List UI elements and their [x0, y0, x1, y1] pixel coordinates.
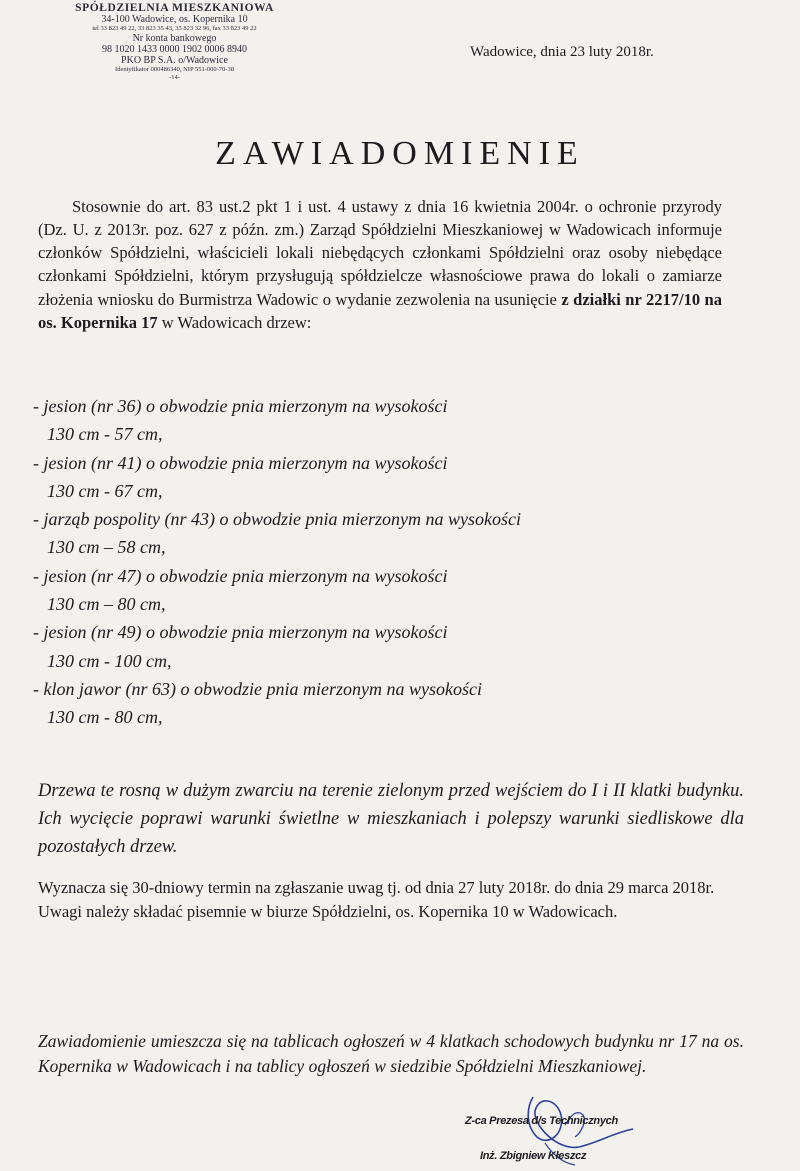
stamp-name: SPÓŁDZIELNIA MIESZKANIOWA [75, 2, 274, 14]
submission-text: Uwagi należy składać pisemnie w biurze Spółdzielni, os. Kopernika 10 w Wadowicach. [38, 901, 618, 921]
intro-plot-location: z działki nr 2217/10 na os. Kopernika 17 [38, 289, 722, 332]
tree-description: - jesion (nr 47) o obwodzie pnia mierzonym na wysokości [33, 565, 448, 586]
tree-list [33, 392, 733, 732]
tree-measure: 130 cm - 57 cm, [47, 424, 163, 445]
signatory-name: Inż. Zbigniew Kłeszcz [480, 1150, 587, 1162]
deadline-text: Wyznacza się 30-dniowy termin na zgłaszanie uwag tj. od dnia 27 luty 2018r. do dnia 29 marca 2018r. [38, 878, 715, 897]
tree-item [33, 675, 733, 732]
tree-item [33, 505, 733, 562]
tree-item [33, 562, 733, 619]
stamp-bank: PKO BP S.A. o/Wadowice [121, 55, 228, 66]
intro-text: Stosownie do art. 83 ust.2 pkt 1 i ust. 4 ustawy z dnia 16 kwietnia 2004r. o ochronie przyrody (Dz. U. z 2013r. poz. 627 z późn. zm.) Zarząd Spółdzielni Mieszkaniowej w Wadowicach informuje członków Spółdzielni, właścicieli lokali niebędących członkami Spółdzielni oraz osoby niebędące członkami Spółdzielni, którym przysługują spółdzielcze własnościowe prawa do lokali o zamiarze złożenia wniosku do Burmistrza Wadowic o wydanie zezwolenia na usunięcie [38, 196, 722, 309]
justification-note: Drzewa te rosną w dużym zwarciu na terenie zielonym przed wejściem do I i II klatki budynku. Ich wycięcie poprawi warunki świetlne w mieszkaniach i polepszy warunki siedliskowe dla pozostałych drzew. [38, 780, 744, 857]
cooperative-stamp [52, 2, 297, 82]
tree-measure: 130 cm – 80 cm, [47, 594, 166, 615]
intro-paragraph [38, 195, 722, 335]
stamp-account-number: 98 1020 1433 0000 1902 0006 8940 [102, 44, 247, 55]
stamp-account-label: Nr konta bankowego [132, 33, 217, 44]
tree-item [33, 618, 733, 675]
place-date: Wadowice, dnia 23 luty 2018r. [470, 44, 654, 60]
posting-note: Zawiadomienie umieszcza się na tablicach ogłoszeń w 4 klatkach schodowych budynku nr 17 na os. Kopernika w Wadowicach i na tablicy ogłoszeń w siedzibie Spółdzielni Mieszkaniowej. [38, 1030, 744, 1076]
tree-measure: 130 cm - 67 cm, [47, 480, 163, 501]
stamp-suffix: -14- [169, 74, 180, 81]
deadline-section [38, 876, 744, 923]
signatory-title: Z-ca Prezesa d/s Technicznych [465, 1115, 618, 1127]
tree-measure: 130 cm - 80 cm, [47, 707, 163, 728]
stamp-phones: tel 33 823 49 22, 33 823 35 43, 33 823 32 96, fax 33 823 49 22 [92, 25, 257, 32]
document-title: ZAWIADOMIENIE [215, 134, 585, 172]
tree-measure: 130 cm - 100 cm, [47, 650, 172, 671]
tree-description: - jesion (nr 41) o obwodzie pnia mierzonym na wysokości [33, 452, 448, 473]
tree-measure: 130 cm – 58 cm, [47, 537, 166, 558]
tree-description: - jesion (nr 36) o obwodzie pnia mierzonym na wysokości [33, 396, 448, 416]
intro-text-end: w Wadowicach drzew: [157, 312, 312, 332]
tree-item [33, 449, 733, 506]
stamp-address: 34-100 Wadowice, os. Kopernika 10 [101, 14, 248, 25]
tree-description: - jesion (nr 49) o obwodzie pnia mierzonym na wysokości [33, 622, 448, 643]
tree-item [33, 392, 733, 449]
tree-description: - klon jawor (nr 63) o obwodzie pnia mierzonym na wysokości [33, 678, 482, 699]
stamp-ids: Identyfikator 000486340, NIP 551-000-70-38 [115, 66, 234, 73]
tree-description: - jarząb pospolity (nr 43) o obwodzie pnia mierzonym na wysokości [33, 509, 521, 530]
